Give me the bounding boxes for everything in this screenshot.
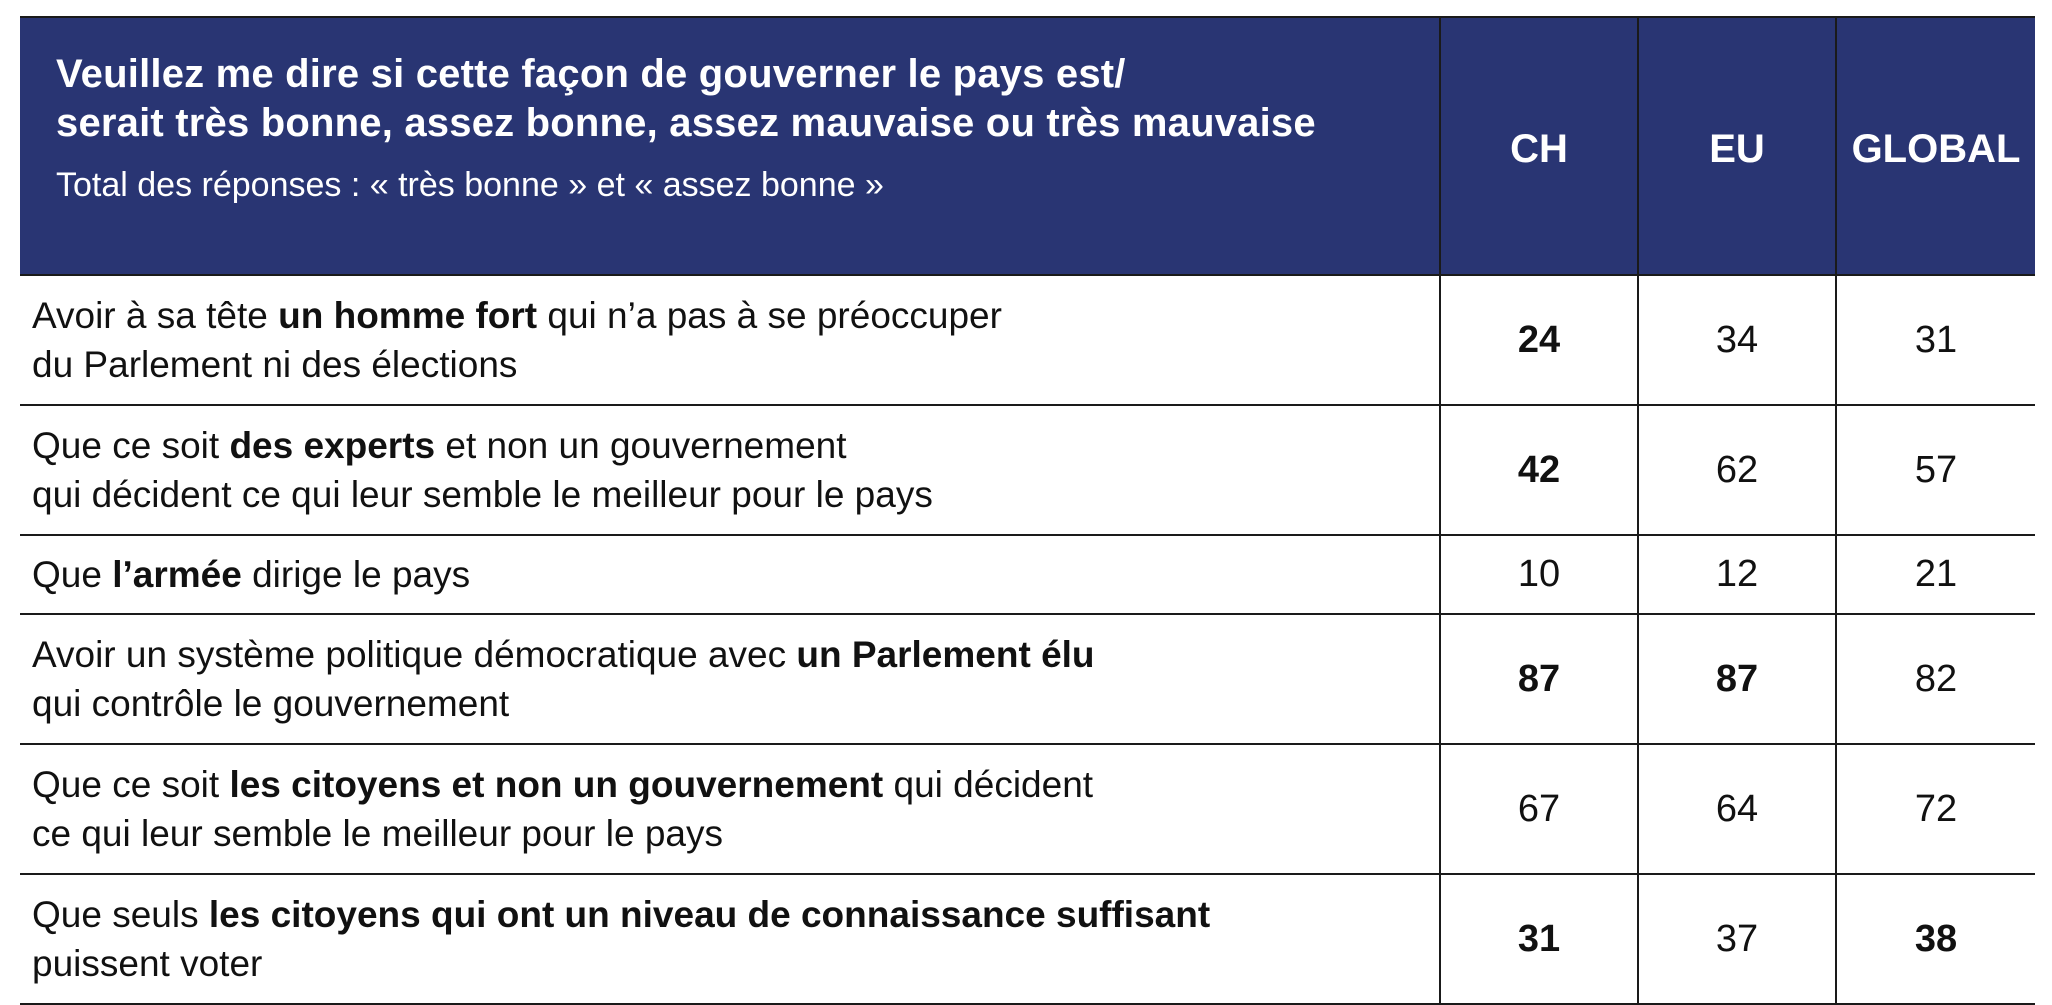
question-line [32, 550, 1439, 599]
question-text: du Parlement ni des élections [32, 344, 518, 385]
value-global: 82 [1836, 614, 2035, 744]
question-emphasis: l’armée [112, 554, 242, 595]
question-emphasis: un homme fort [278, 295, 538, 336]
question-text: Que [32, 554, 113, 595]
question-header [20, 17, 1440, 275]
table-row [20, 405, 2035, 535]
question-line [32, 939, 1439, 988]
question-line [32, 809, 1439, 858]
table-header-row [20, 17, 2035, 275]
table-row [20, 744, 2035, 874]
value-global: 72 [1836, 744, 2035, 874]
header-subtitle: Total des réponses : « très bonne » et « assez bonne » [56, 166, 884, 204]
question-text: Que seuls [32, 894, 209, 935]
question-emphasis: les citoyens et non un gouvernement [229, 764, 884, 805]
value-global: 57 [1836, 405, 2035, 535]
value-eu: 34 [1638, 275, 1836, 405]
value-eu: 12 [1638, 535, 1836, 614]
question-emphasis: les citoyens qui ont un niveau de connaissance suffisant [208, 894, 1211, 935]
question-line [32, 760, 1439, 809]
question-text: et non un gouvernement [435, 425, 847, 466]
header-title-line1: Veuillez me dire si cette façon de gouverner le pays est/ [56, 52, 1126, 96]
value-ch: 10 [1440, 535, 1638, 614]
question-cell [20, 405, 1440, 535]
question-text: qui décident [883, 764, 1094, 805]
question-text: Que ce soit [32, 425, 230, 466]
value-ch: 67 [1440, 744, 1638, 874]
question-line [32, 890, 1439, 939]
header-title-line2: serait très bonne, assez bonne, assez mauvaise ou très mauvaise [56, 101, 1316, 145]
value-global: 21 [1836, 535, 2035, 614]
question-text: qui décident ce qui leur semble le meilleur pour le pays [32, 474, 933, 515]
question-text: Que ce soit [32, 764, 230, 805]
table-row [20, 275, 2035, 405]
column-header-ch: CH [1440, 17, 1638, 275]
table-row [20, 614, 2035, 744]
question-cell [20, 535, 1440, 614]
question-cell [20, 874, 1440, 1004]
table-row [20, 535, 2035, 614]
question-emphasis: un Parlement élu [796, 634, 1095, 675]
table-row [20, 874, 2035, 1004]
value-eu: 37 [1638, 874, 1836, 1004]
question-text: dirige le pays [241, 554, 471, 595]
question-cell [20, 744, 1440, 874]
value-ch: 24 [1440, 275, 1638, 405]
question-line [32, 340, 1439, 389]
question-text: ce qui leur semble le meilleur pour le pays [32, 813, 724, 854]
question-line [32, 291, 1439, 340]
question-text: qui contrôle le gouvernement [32, 683, 510, 724]
value-eu: 62 [1638, 405, 1836, 535]
question-line [32, 679, 1439, 728]
question-line [32, 630, 1439, 679]
question-text: Avoir un système politique démocratique avec [32, 634, 797, 675]
column-header-global: GLOBAL [1836, 17, 2035, 275]
question-text: qui n’a pas à se préoccuper [537, 295, 1002, 336]
question-line [32, 421, 1439, 470]
value-global: 38 [1836, 874, 2035, 1004]
question-cell [20, 275, 1440, 405]
question-emphasis: des experts [229, 425, 436, 466]
value-global: 31 [1836, 275, 2035, 405]
value-ch: 87 [1440, 614, 1638, 744]
value-eu: 64 [1638, 744, 1836, 874]
question-cell [20, 614, 1440, 744]
value-ch: 31 [1440, 874, 1638, 1004]
question-text: puissent voter [32, 943, 263, 984]
value-eu: 87 [1638, 614, 1836, 744]
survey-results-table [20, 16, 2035, 1005]
question-line [32, 470, 1439, 519]
column-header-eu: EU [1638, 17, 1836, 275]
question-text: Avoir à sa tête [32, 295, 279, 336]
header-title [56, 50, 1419, 148]
value-ch: 42 [1440, 405, 1638, 535]
